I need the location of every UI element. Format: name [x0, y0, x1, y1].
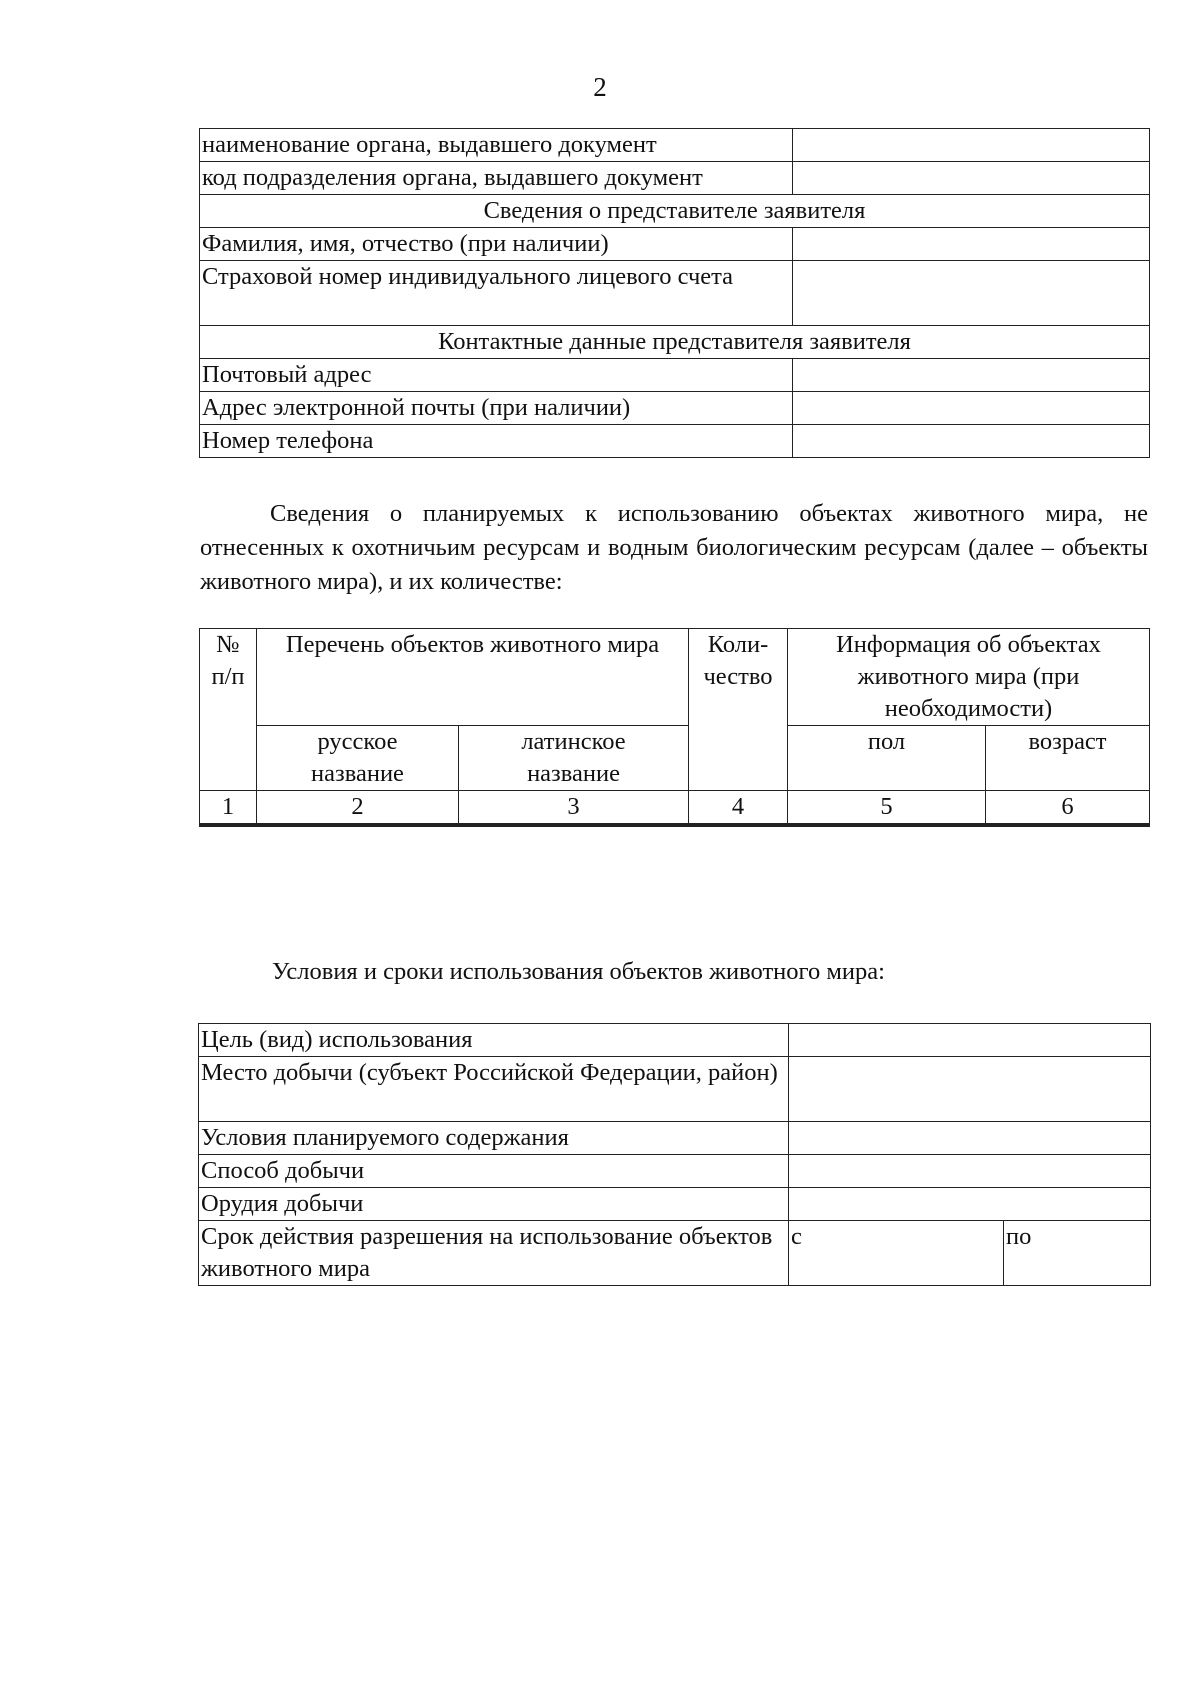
applicant-document-table — [199, 128, 1150, 458]
capture-tools-field[interactable] — [789, 1188, 1151, 1221]
conditions-table — [198, 1023, 1151, 1286]
header-objects-list: Перечень объектов животного мира — [257, 629, 689, 726]
header-age: возраст — [986, 726, 1150, 791]
snils-label: Страховой номер индивидуального лицевого счета — [200, 261, 793, 326]
table-row — [199, 1057, 1151, 1122]
table-cell[interactable] — [986, 826, 1150, 827]
conditions-intro-text: Условия и сроки использования объектов животного мира: — [272, 958, 885, 985]
issuing-authority-label: наименование органа, выдавшего документ — [200, 129, 793, 162]
keeping-conditions-label: Условия планируемого содержания — [199, 1122, 789, 1155]
table-row — [200, 425, 1150, 458]
table-row — [200, 359, 1150, 392]
column-number: 3 — [459, 791, 689, 824]
representative-section-heading: Сведения о представителе заявителя — [200, 195, 1150, 228]
table-row — [199, 1122, 1151, 1155]
contacts-section-heading: Контактные данные представителя заявителя — [200, 326, 1150, 359]
table-cell[interactable] — [788, 826, 986, 827]
page-number: 2 — [593, 72, 607, 102]
capture-method-label: Способ добычи — [199, 1155, 789, 1188]
phone-field[interactable] — [793, 425, 1150, 458]
table-cell[interactable] — [200, 826, 257, 827]
header-quantity: Коли-чество — [689, 629, 788, 791]
header-sex: пол — [788, 726, 986, 791]
phone-label: Номер телефона — [200, 425, 793, 458]
column-number: 4 — [689, 791, 788, 824]
issuing-authority-field[interactable] — [793, 129, 1150, 162]
postal-address-label: Почтовый адрес — [200, 359, 793, 392]
table-row — [200, 129, 1150, 162]
header-latin-name: латинское название — [459, 726, 689, 791]
term-to-field[interactable]: по — [1004, 1221, 1151, 1286]
table-cell[interactable] — [459, 826, 689, 827]
purpose-field[interactable] — [789, 1024, 1151, 1057]
division-code-label: код подразделения органа, выдавшего документ — [200, 162, 793, 195]
table-row — [199, 1188, 1151, 1221]
permit-term-label: Срок действия разрешения на использование объектов животного мира — [199, 1221, 789, 1286]
keeping-conditions-field[interactable] — [789, 1122, 1151, 1155]
column-number: 1 — [200, 791, 257, 824]
email-field[interactable] — [793, 392, 1150, 425]
capture-method-field[interactable] — [789, 1155, 1151, 1188]
table-row — [200, 261, 1150, 326]
location-label: Место добычи (субъект Российской Федерации, район) — [199, 1057, 789, 1122]
header-number: № п/п — [200, 629, 257, 791]
table-row — [200, 162, 1150, 195]
table-cell[interactable] — [689, 826, 788, 827]
full-name-label: Фамилия, имя, отчество (при наличии) — [200, 228, 793, 261]
term-from-field[interactable]: с — [789, 1221, 1004, 1286]
header-russian-name: русское название — [257, 726, 459, 791]
capture-tools-label: Орудия добычи — [199, 1188, 789, 1221]
division-code-field[interactable] — [793, 162, 1150, 195]
objects-intro-text: Сведения о планируемых к использованию объектах животного мира, не отнесенных к охотничьим ресурсам и водным биологическим ресурсам (далее – объекты животного мира), и их количестве: — [200, 500, 1148, 595]
header-objects-info: Информация об объектах животного мира (при необходимости) — [788, 629, 1150, 726]
table-row — [199, 1024, 1151, 1057]
column-number: 5 — [788, 791, 986, 824]
table-row — [200, 392, 1150, 425]
column-number: 6 — [986, 791, 1150, 824]
column-numbers-row — [200, 791, 1150, 824]
email-label: Адрес электронной почты (при наличии) — [200, 392, 793, 425]
table-cell[interactable] — [257, 826, 459, 827]
table-row — [200, 826, 1150, 827]
table-row — [199, 1155, 1151, 1188]
postal-address-field[interactable] — [793, 359, 1150, 392]
full-name-field[interactable] — [793, 228, 1150, 261]
objects-intro-paragraph — [200, 497, 1148, 599]
table-row — [199, 1221, 1151, 1286]
wildlife-objects-table — [199, 628, 1150, 827]
location-field[interactable] — [789, 1057, 1151, 1122]
purpose-label: Цель (вид) использования — [199, 1024, 789, 1057]
column-number: 2 — [257, 791, 459, 824]
table-row — [200, 228, 1150, 261]
snils-field[interactable] — [793, 261, 1150, 326]
